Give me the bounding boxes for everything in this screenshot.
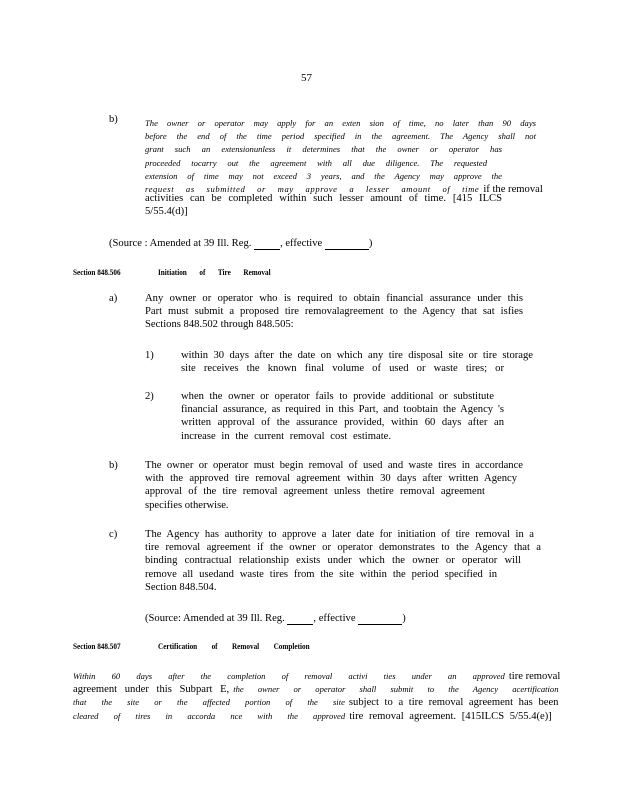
section-title: Certification of Removal Completion	[158, 642, 310, 651]
text-line: subject to a tire removal agreement has been	[348, 697, 559, 709]
text-line: grant such an extensionunless it determines that the owner or operator has	[145, 144, 502, 155]
text-line: tire removal agreement. [415ILCS 5/55.4(e)]	[349, 710, 552, 722]
paragraph-a	[145, 292, 523, 332]
blank-field	[358, 613, 402, 625]
text-line: activities can be completed within such lesser amount of time. [415 ILCS	[145, 193, 502, 205]
item-label: a)	[109, 293, 118, 304]
source-end: )	[368, 238, 373, 249]
text-line: when the owner or operator fails to provide additional or substitute	[181, 391, 494, 402]
text-line: that the site or the affected portion of the site	[73, 697, 345, 708]
text-line: specifies otherwise.	[145, 499, 229, 511]
text-line: binding contractual relationship exists under which the owner or operator will	[145, 555, 521, 567]
item-label: b)	[109, 114, 118, 125]
text-line: the owner or operator shall submit to the Agency acertification	[233, 684, 559, 695]
source-prefix: (Source: Amended at 39 Ill. Reg.	[145, 613, 285, 624]
text-line: tire removal	[508, 671, 561, 682]
section-number: Section 848.507	[73, 642, 121, 651]
paragraph-507	[73, 666, 561, 722]
subitem-label: 2)	[145, 391, 154, 402]
text-line: site receives the known final volume of used or waste tires; or	[181, 363, 504, 375]
text-line: before the end of the time period specified in the agreement. The Agency shall not	[145, 131, 536, 142]
subparagraph-1	[181, 349, 533, 375]
source-end: )	[402, 613, 406, 624]
text-line: 5/55.4(d)]	[145, 206, 188, 218]
source-note	[145, 612, 406, 625]
text-line: increase in the current removal cost estimate.	[181, 430, 391, 442]
item-label: b)	[109, 460, 118, 471]
text-line: proceeded tocarry out the agreement with all due diligence. The requested	[145, 157, 487, 168]
text-line: Part must submit a proposed tire removalagreement to the Agency that sat isfies	[145, 306, 523, 318]
text-line: with the approved tire removal agreement within 30 days after written Agency	[145, 473, 517, 485]
text-line: request as submitted or may approve a lesser amount of time	[145, 183, 480, 194]
section-number: Section 848.506	[73, 268, 121, 277]
paragraph-b	[145, 459, 525, 512]
page-number: 57	[301, 72, 312, 84]
source-note	[109, 237, 372, 250]
paragraph-c	[145, 528, 541, 594]
text-line: The owner or operator must begin removal of used and waste tires in accordance	[145, 460, 523, 471]
text-line: approval of the tire removal agreement unless thetire removal agreement	[145, 486, 485, 498]
text-line: Sections 848.502 through 848.505:	[145, 319, 294, 331]
blank-field	[325, 238, 369, 250]
text-line: The Agency has authority to approve a later date for initiation of tire removal in a	[145, 529, 534, 540]
text-line: cleared of tires in accorda nce with the approved	[73, 710, 346, 721]
subparagraph-2	[181, 390, 506, 443]
section-title: Initiation of Tire Removal	[158, 268, 271, 277]
text-line: written approval of the assurance provided, within 60 days after an	[181, 417, 504, 429]
item-label: c)	[109, 529, 118, 540]
text-line: financial assurance, as required in this Part, and toobtain the Agency 's	[181, 404, 504, 416]
text-line: Within 60 days after the completion of removal activi ties under an approved	[73, 671, 505, 681]
text-line: agreement under this Subpart E,	[73, 684, 230, 696]
text-line: within 30 days after the date on which any tire disposal site or tire storage	[181, 350, 533, 361]
source-prefix: (Source : Amended at 39 Ill. Reg.	[109, 238, 252, 249]
text-line: Any owner or operator who is required to obtain financial assurance under this	[145, 293, 523, 304]
text-line: The owner or operator may apply for an exten sion of time, no later than 90 days	[145, 118, 536, 128]
source-mid: , effective	[280, 238, 323, 249]
blank-field	[287, 613, 313, 625]
blank-field	[254, 238, 280, 250]
text-line: extension of time may not exceed 3 years, and the Agency may approve the	[145, 170, 502, 181]
text-line: remove all usedand waste tires from the site within the period specified in	[145, 568, 497, 580]
subitem-label: 1)	[145, 350, 154, 361]
paragraph-b-extension	[145, 113, 543, 219]
text-line: tire removal agreement if the owner or operator demonstrates to the Agency that a	[145, 542, 541, 554]
text-line: if the removal	[483, 183, 543, 195]
text-line: Section 848.504.	[145, 581, 217, 593]
source-mid: , effective	[313, 613, 356, 624]
